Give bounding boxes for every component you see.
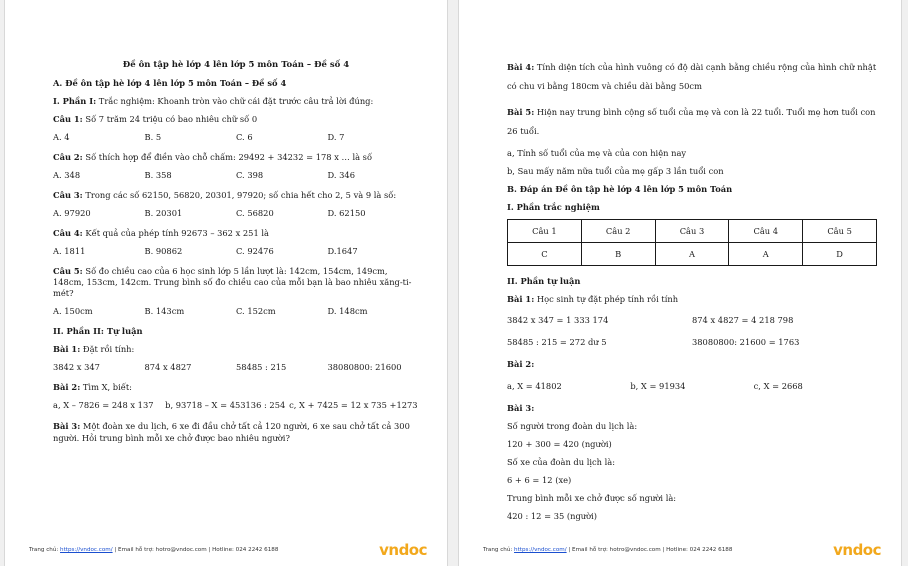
answer-cell: B <box>581 243 655 266</box>
exercise-text: Hiện nay trung bình cộng số tuổi của mẹ và con là 22 tuổi. Tuổi mẹ hơn tuổi con 26 tuổi. <box>507 107 876 136</box>
exercise-1 <box>53 344 419 355</box>
answer-text: Học sinh tự đặt phép tính rồi tính <box>534 294 679 304</box>
part2-heading: II. Phần II: Tự luận <box>53 326 143 336</box>
exercise-label: Bài 3: <box>53 421 81 431</box>
footer-contact: | Email hỗ trợ: hotro@vndoc.com | Hotline: 024 2242 6188 <box>112 547 279 553</box>
equation-item: b, 93718 – X = 453136 : 254 <box>165 400 286 410</box>
option-a: A. 150cm <box>53 306 93 316</box>
section-b-heading: B. Đáp án Đề ôn tập hè lớp 4 lên lớp 5 môn Toán <box>507 184 733 194</box>
option-b: B. 358 <box>144 170 172 180</box>
calc-item: 38080800: 21600 <box>327 362 402 372</box>
question-label: Câu 4: <box>53 228 83 238</box>
exercise-5b: b, Sau mấy năm nữa tuổi của mẹ gấp 3 lần tuổi con <box>507 166 724 176</box>
answer-3-label: Bài 3: <box>507 403 535 413</box>
answer-3-line: 420 : 12 = 35 (người) <box>507 511 598 521</box>
option-a: A. 348 <box>53 170 81 180</box>
exercise-2 <box>53 382 419 393</box>
option-c: C. 6 <box>236 132 253 142</box>
footer-prefix: Trang chủ: <box>29 547 61 553</box>
option-c: C. 152cm <box>236 306 276 316</box>
answer-3-line: Số xe của đoàn du lịch là: <box>507 457 616 467</box>
calc-result: 58485 : 215 = 272 dư 5 <box>507 337 607 347</box>
question-5-options <box>53 306 419 317</box>
option-b: B. 5 <box>144 132 162 142</box>
equation-result: a, X = 41802 <box>507 381 562 391</box>
answer-table <box>507 219 877 266</box>
answer-header: Câu 5 <box>803 220 877 243</box>
exercise-label: Bài 5: <box>507 107 535 117</box>
footer-contact: | Email hỗ trợ: hotro@vndoc.com | Hotline: 024 2242 6188 <box>566 547 733 553</box>
part1-instruction <box>53 96 419 107</box>
exercise-text: Tính diện tích của hình vuông có độ dài cạnh bằng chiều rộng của hình chữ nhật có chu vi bằng 180cm và chiều dài bằng 50cm <box>507 62 877 91</box>
answer-cell: C <box>508 243 582 266</box>
document-page-right <box>458 0 902 566</box>
question-label: Câu 1: <box>53 114 83 124</box>
answers-part1-heading: I. Phần trắc nghiệm <box>507 202 600 212</box>
option-a: A. 97920 <box>53 208 91 218</box>
calc-result: 874 x 4827 = 4 218 798 <box>692 315 794 325</box>
question-text: Số 7 trăm 24 triệu có bao nhiêu chữ số 0 <box>82 114 258 124</box>
exercise-label: Bài 1: <box>53 344 81 354</box>
answer-1-row <box>507 337 877 348</box>
equation-result: c, X = 2668 <box>753 381 803 391</box>
question-3-options <box>53 208 419 219</box>
option-c: C. 56820 <box>236 208 274 218</box>
page-content <box>53 60 419 451</box>
option-a: A. 1811 <box>53 246 86 256</box>
option-b: B. 143cm <box>144 306 185 316</box>
question-2 <box>53 152 419 163</box>
section-a-heading: A. Đề ôn tập hè lớp 4 lên lớp 5 môn Toán – Đề số 4 <box>53 78 287 88</box>
exercise-5 <box>507 103 877 141</box>
exercise-text: Tìm X, biết: <box>80 382 132 392</box>
question-text: Số đo chiều cao của 6 học sinh lớp 5 lần lượt là: 142cm, 154cm, 149cm, 148cm, 153cm, 142cm. Trung bình số đo chiều cao của mỗi bạn là bao nhiêu xăng-ti-mét? <box>53 266 412 298</box>
answer-3-line: Số người trong đoàn du lịch là: <box>507 421 638 431</box>
answer-label: Bài 1: <box>507 294 535 304</box>
page-content <box>507 58 877 529</box>
part1-text: Trắc nghiệm: Khoanh tròn vào chữ cái đặt trước câu trả lời đúng: <box>96 96 374 106</box>
calc-item: 3842 x 347 <box>53 362 100 372</box>
vndoc-logo: vndoc <box>833 541 881 559</box>
footer-text <box>483 547 833 553</box>
question-3 <box>53 190 419 201</box>
answer-table-header-row <box>508 220 877 243</box>
answer-3-line: 120 + 300 = 420 (người) <box>507 439 612 449</box>
calc-result: 3842 x 347 = 1 333 174 <box>507 315 609 325</box>
question-text: Trong các số 62150, 56820, 20301, 97920; số chia hết cho 2, 5 và 9 là số: <box>82 190 397 200</box>
answer-header: Câu 2 <box>581 220 655 243</box>
document-title: Đề ôn tập hè lớp 4 lên lớp 5 môn Toán – Đề số 4 <box>122 60 350 70</box>
equation-item: c, X + 7425 = 12 x 735 +1273 <box>289 400 418 410</box>
question-label: Câu 2: <box>53 152 83 162</box>
footer-prefix: Trang chủ: <box>483 547 515 553</box>
answers-part2-heading: II. Phần tự luận <box>507 276 581 286</box>
option-d: D. 346 <box>327 170 355 180</box>
exercise-2-items <box>53 400 419 411</box>
answer-2-label: Bài 2: <box>507 359 535 369</box>
question-5 <box>53 266 419 299</box>
answer-cell: A <box>729 243 803 266</box>
question-text: Số thích hợp để điền vào chỗ chấm: 29492 + 34232 = 178 x … là số <box>82 152 373 162</box>
question-label: Câu 5: <box>53 266 83 276</box>
footer-home-link[interactable]: https://vndoc.com/ <box>60 547 113 553</box>
exercise-4 <box>507 58 877 96</box>
answer-2-items <box>507 381 877 392</box>
answer-1 <box>507 294 877 305</box>
calc-item: 874 x 4827 <box>144 362 192 372</box>
answer-1-row <box>507 315 877 326</box>
option-c: C. 398 <box>236 170 264 180</box>
question-4-options <box>53 246 419 257</box>
exercise-text: Đặt rồi tính: <box>80 344 135 354</box>
option-d: D.1647 <box>327 246 358 256</box>
answer-cell: D <box>803 243 877 266</box>
answer-cell: A <box>655 243 729 266</box>
answer-header: Câu 4 <box>729 220 803 243</box>
exercise-label: Bài 2: <box>53 382 81 392</box>
answer-3-line: 6 + 6 = 12 (xe) <box>507 475 572 485</box>
answer-3-line: Trung bình mỗi xe chở được số người là: <box>507 493 677 503</box>
question-1-options <box>53 132 419 143</box>
exercise-label: Bài 4: <box>507 62 535 72</box>
page-footer <box>483 542 881 558</box>
part1-label: I. Phần I: <box>53 96 97 106</box>
answer-header: Câu 3 <box>655 220 729 243</box>
vndoc-logo: vndoc <box>379 541 427 559</box>
equation-result: b, X = 91934 <box>630 381 686 391</box>
question-text: Kết quả của phép tính 92673 – 362 x 251 là <box>82 228 269 238</box>
exercise-3 <box>53 420 419 444</box>
question-1 <box>53 114 419 125</box>
document-page-left <box>4 0 448 566</box>
footer-text <box>29 547 379 553</box>
option-d: D. 148cm <box>327 306 368 316</box>
answer-table-row <box>508 243 877 266</box>
page-footer <box>29 542 427 558</box>
question-2-options <box>53 170 419 181</box>
option-a: A. 4 <box>53 132 70 142</box>
exercise-5a: a, Tính số tuổi của mẹ và của con hiện nay <box>507 148 687 158</box>
option-d: D. 62150 <box>327 208 366 218</box>
option-b: B. 90862 <box>144 246 183 256</box>
exercise-text: Một đoàn xe du lịch, 6 xe đi đầu chở tất cả 120 người, 6 xe sau chở tất cả 300 người. Hỏi trung bình mỗi xe chở được bao nhiêu người? <box>53 421 410 443</box>
equation-item: a, X – 7826 = 248 x 137 <box>53 400 154 410</box>
calc-item: 58485 : 215 <box>236 362 287 372</box>
footer-home-link[interactable]: https://vndoc.com/ <box>514 547 567 553</box>
question-4 <box>53 228 419 239</box>
option-b: B. 20301 <box>144 208 183 218</box>
exercise-1-items <box>53 362 419 373</box>
answer-header: Câu 1 <box>508 220 582 243</box>
calc-result: 38080800: 21600 = 1763 <box>692 337 800 347</box>
option-d: D. 7 <box>327 132 345 142</box>
question-label: Câu 3: <box>53 190 83 200</box>
option-c: C. 92476 <box>236 246 274 256</box>
